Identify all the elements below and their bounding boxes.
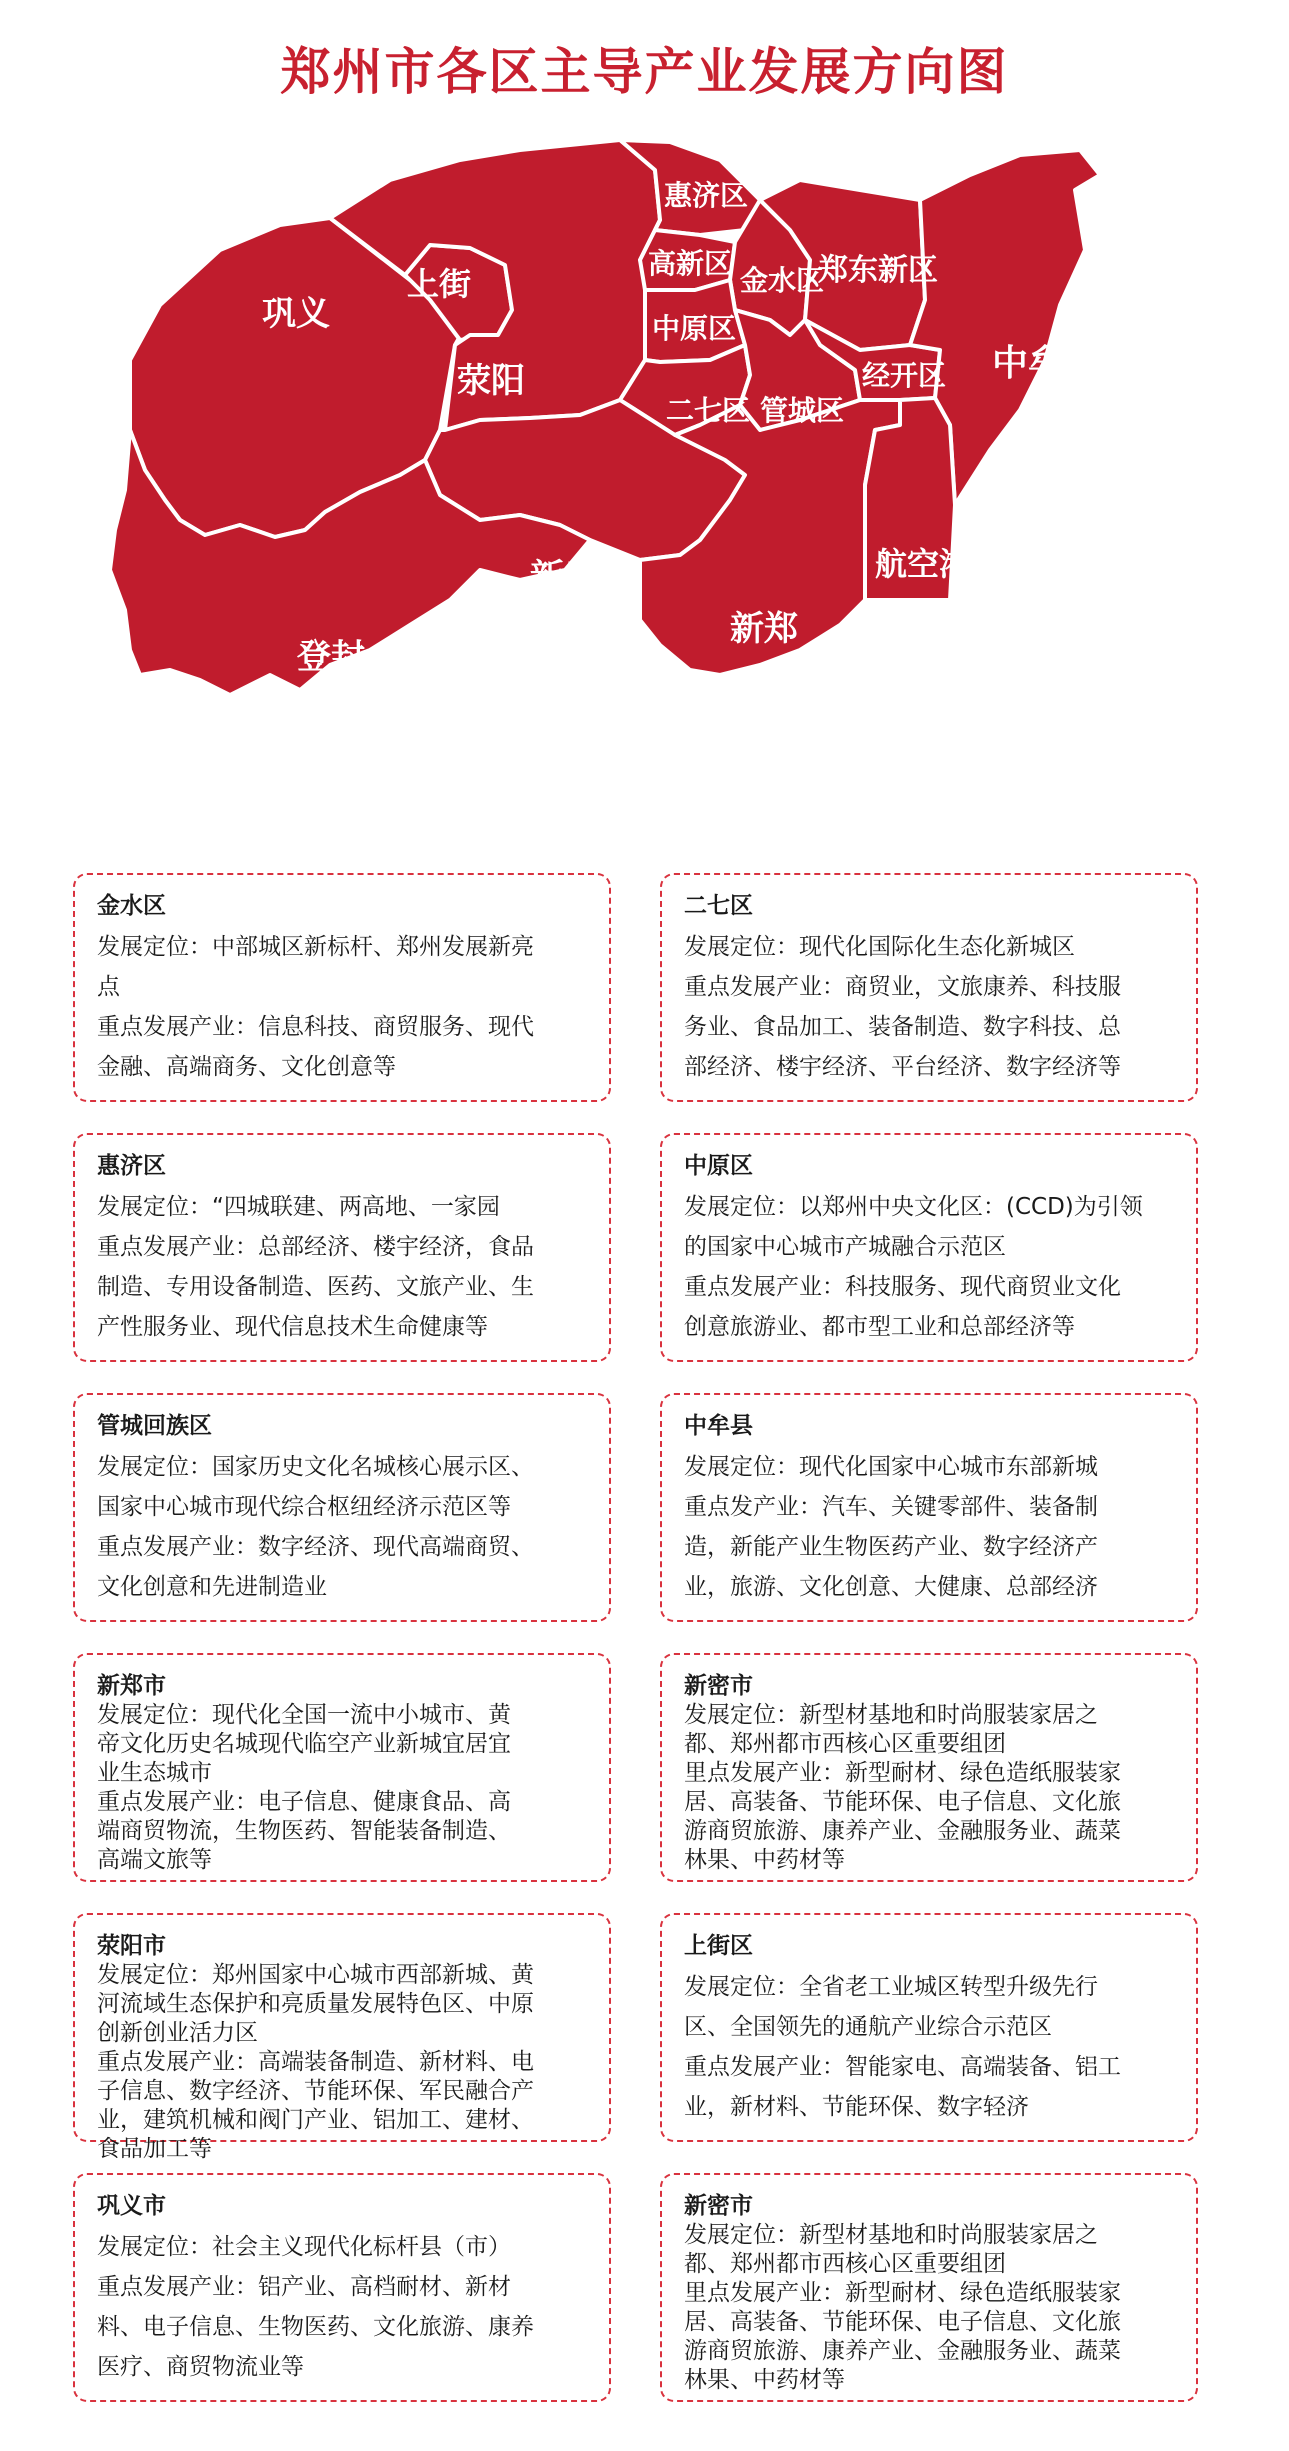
card-line: 重点发展产业：电子信息、健康食品、高: [97, 1789, 511, 1815]
card-title: 荥阳市: [97, 1933, 166, 1959]
card-title: 新郑市: [97, 1673, 166, 1699]
page-title: 郑州市各区主导产业发展方向图: [280, 43, 1009, 101]
card-line: 部经济、楼宇经济、平台经济、数字经济等: [684, 1054, 1121, 1080]
label-xinzheng: 新郑: [730, 609, 798, 649]
info-card-zhongmou: [660, 1393, 1198, 1622]
card-line: 帝文化历史名城现代临空产业新城宜居宜: [97, 1731, 511, 1757]
label-zhongmou: 中牟: [992, 343, 1065, 384]
card-line: 居、高装备、节能环保、电子信息、文化旅: [684, 1789, 1121, 1815]
card-line: 重点发展产业：高端装备制造、新材料、电: [97, 2049, 534, 2075]
card-title: 中牟县: [684, 1413, 753, 1439]
card-line: 食品加工等: [97, 2136, 212, 2162]
info-card-xinmi: [660, 1653, 1198, 1882]
card-line: 业，新材料、节能环保、数字轻济: [684, 2094, 1029, 2120]
card-line: 发展定位：全省老工业城区转型升级先行: [684, 1974, 1098, 2000]
card-line: 里点发展产业：新型耐材、绿色造纸服装家: [684, 1760, 1121, 1786]
card-line: 业，旅游、文化创意、大健康、总部经济: [684, 1574, 1098, 1600]
card-line: 发展定位：社会主义现代化标杆县（市）: [97, 2234, 511, 2260]
card-line: 业生态城市: [97, 1760, 212, 1786]
card-line: 发展定位：中部城区新标杆、郑州发展新亮: [97, 934, 534, 960]
info-card-erqi: [660, 873, 1198, 1102]
info-card-guancheng: [73, 1393, 611, 1622]
card-line: 国家中心城市现代综合枢纽经济示范区等: [97, 1494, 511, 1520]
card-line: 创新创业活力区: [97, 2020, 258, 2046]
label-xinmi: 新密: [530, 557, 598, 597]
label-zhongyuan: 中原区: [652, 312, 737, 345]
card-line: 重点发展产业：总部经济、楼宇经济，食品: [97, 1234, 534, 1260]
label-hangkonggang: 航空港区: [875, 545, 1004, 583]
card-line: 重点发展产业：信息科技、商贸服务、现代: [97, 1014, 534, 1040]
card-line: 重点发展产业：铝产业、高档耐材、新材: [97, 2274, 511, 2300]
card-line: 产性服务业、现代信息技术生命健康等: [97, 1314, 488, 1340]
card-title: 金水区: [97, 893, 166, 919]
label-huiji: 惠济区: [664, 179, 749, 212]
card-line: 游商贸旅游、康养产业、金融服务业、蔬菜: [684, 2338, 1121, 2364]
card-line: 子信息、数字经济、节能环保、军民融合产: [97, 2078, 534, 2104]
card-line: 医疗、商贸物流业等: [97, 2354, 304, 2380]
label-jinshui: 金水区: [740, 264, 825, 297]
zhengzhou-district-map: [100, 130, 1200, 790]
card-line: 居、高装备、节能环保、电子信息、文化旅: [684, 2309, 1121, 2335]
info-card-huiji: [73, 1133, 611, 1362]
label-dengfeng: 登封: [297, 637, 365, 677]
card-line: 发展定位：现代化国际化生态化新城区: [684, 934, 1075, 960]
card-title: 新密市: [684, 2193, 753, 2219]
card-line: 点: [97, 974, 120, 1000]
label-guancheng: 管城区: [760, 394, 845, 427]
card-line: 里点发展产业：新型耐材、绿色造纸服装家: [684, 2280, 1121, 2306]
card-line: 务业、食品加工、装备制造、数字科技、总: [684, 1014, 1121, 1040]
card-line: 高端文旅等: [97, 1847, 212, 1873]
card-title: 中原区: [684, 1153, 753, 1179]
card-line: 重点发产业：汽车、关键零部件、装备制: [684, 1494, 1098, 1520]
label-jingkai: 经开区: [862, 359, 947, 392]
card-line: 文化创意和先进制造业: [97, 1574, 327, 1600]
card-line: 发展定位：新型材基地和时尚服装家居之: [684, 1702, 1098, 1728]
card-line: 游商贸旅游、康养产业、金融服务业、蔬菜: [684, 1818, 1121, 1844]
info-card-xinmi-2: [660, 2173, 1198, 2402]
card-line: 制造、专用设备制造、医药、文旅产业、生: [97, 1274, 534, 1300]
card-title: 巩义市: [97, 2193, 166, 2219]
info-card-jinshui: [73, 873, 611, 1102]
card-line: 发展定位：新型材基地和时尚服装家居之: [684, 2222, 1098, 2248]
card-line: 河流域生态保护和亮质量发展特色区、中原: [97, 1991, 534, 2017]
card-line: 都、郑州都市西核心区重要组团: [684, 1731, 1006, 1757]
info-card-xinzheng: [73, 1653, 611, 1882]
card-title: 惠济区: [97, 1153, 166, 1179]
label-gaoxin: 高新区: [648, 247, 733, 280]
info-card-gongyi: [73, 2173, 611, 2402]
card-line: 端商贸物流，生物医药、智能装备制造、: [97, 1818, 511, 1844]
info-card-zhongyuan: [660, 1133, 1198, 1362]
card-line: 业，建筑机械和阀门产业、铝加工、建材、: [97, 2107, 534, 2133]
card-line: 料、电子信息、生物医药、文化旅游、康养: [97, 2314, 534, 2340]
card-line: 发展定位：“四城联建、两高地、一家园: [97, 1194, 500, 1220]
card-title: 二七区: [684, 893, 753, 919]
card-line: 重点发展产业：智能家电、高端装备、铝工: [684, 2054, 1121, 2080]
label-gongyi: 巩义: [262, 294, 330, 334]
card-line: 发展定位：郑州国家中心城市西部新城、黄: [97, 1962, 534, 1988]
card-line: 造，新能产业生物医药产业、数字经济产: [684, 1534, 1098, 1560]
card-line: 发展定位：以郑州中央文化区：(CCD)为引领: [684, 1194, 1143, 1220]
card-title: 新密市: [684, 1673, 753, 1699]
card-line: 林果、中药材等: [684, 2367, 845, 2393]
label-shangjie: 上街: [407, 265, 472, 303]
card-line: 发展定位：国家历史文化名城核心展示区、: [97, 1454, 534, 1480]
card-title: 管城回族区: [97, 1413, 212, 1439]
card-line: 的国家中心城市产城融合示范区: [684, 1234, 1006, 1260]
card-line: 创意旅游业、都市型工业和总部经济等: [684, 1314, 1075, 1340]
card-line: 林果、中药材等: [684, 1847, 845, 1873]
card-line: 区、全国领先的通航产业综合示范区: [684, 2014, 1052, 2040]
card-line: 发展定位：现代化全国一流中小城市、黄: [97, 1702, 511, 1728]
card-line: 重点发展产业：科技服务、现代商贸业文化: [684, 1274, 1121, 1300]
card-line: 金融、高端商务、文化创意等: [97, 1054, 396, 1080]
card-line: 发展定位：现代化国家中心城市东部新城: [684, 1454, 1098, 1480]
info-card-xingyang: [73, 1913, 611, 2162]
label-erqi: 二七区: [666, 394, 751, 427]
label-xingyang: 荥阳: [457, 361, 525, 401]
info-card-shangjie: [660, 1913, 1198, 2142]
card-title: 上街区: [684, 1933, 753, 1959]
label-zhengdong: 郑东新区: [818, 253, 938, 288]
card-line: 重点发展产业：数字经济、现代高端商贸、: [97, 1534, 534, 1560]
card-line: 都、郑州都市西核心区重要组团: [684, 2251, 1006, 2277]
card-line: 重点发展产业：商贸业，文旅康养、科技服: [684, 974, 1121, 1000]
